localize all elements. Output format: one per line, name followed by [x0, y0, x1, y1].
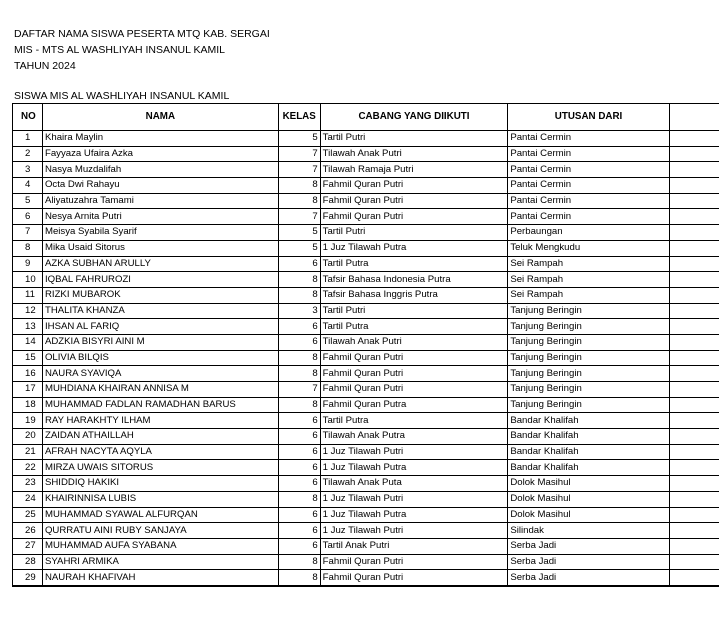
cell-utusan: Teluk Mengkudu — [508, 240, 669, 256]
cell-nama: RAY HARAKHTY ILHAM — [42, 413, 278, 429]
cell-no: 29 — [13, 570, 43, 586]
cell-cabang: Tartil Putra — [320, 256, 508, 272]
cell-utusan: Dolok Masihul — [508, 476, 669, 492]
participants-table — [12, 103, 719, 587]
cell-cabang: Fahmil Quran Putri — [320, 350, 508, 366]
cell-empty — [669, 319, 719, 335]
cell-kelas: 8 — [278, 272, 320, 288]
cell-nama: QURRATU AINI RUBY SANJAYA — [42, 523, 278, 539]
cell-utusan: Tanjung Beringin — [508, 350, 669, 366]
cell-no: 17 — [13, 382, 43, 398]
cell-cabang: Tartil Putri — [320, 225, 508, 241]
cell-nama: MUHAMMAD AUFA SYABANA — [42, 538, 278, 554]
column-header-empty — [669, 104, 719, 131]
cell-nama: SHIDDIQ HAKIKI — [42, 476, 278, 492]
cell-utusan: Dolok Masihul — [508, 507, 669, 523]
cell-utusan: Pantai Cermin — [508, 209, 669, 225]
column-header-no: NO — [13, 104, 43, 131]
cell-empty — [669, 287, 719, 303]
cell-nama: MUHAMMAD FADLAN RAMADHAN BARUS — [42, 397, 278, 413]
cell-no: 12 — [13, 303, 43, 319]
cell-no: 28 — [13, 554, 43, 570]
header-title: DAFTAR NAMA SISWA PESERTA MTQ KAB. SERGAI — [14, 28, 270, 40]
cell-cabang: 1 Juz Tilawah Putra — [320, 240, 508, 256]
cell-no: 8 — [13, 240, 43, 256]
table-row — [13, 382, 719, 398]
cell-no: 15 — [13, 350, 43, 366]
cell-cabang: Fahmil Quran Putri — [320, 382, 508, 398]
cell-empty — [669, 476, 719, 492]
table-row — [13, 460, 719, 476]
cell-cabang: Fahmil Quran Putri — [320, 193, 508, 209]
table-row — [13, 507, 719, 523]
column-header-kelas: KELAS — [278, 104, 320, 131]
cell-empty — [669, 162, 719, 178]
cell-empty — [669, 303, 719, 319]
cell-no: 6 — [13, 209, 43, 225]
table-row — [13, 303, 719, 319]
cell-empty — [669, 193, 719, 209]
table-row — [13, 334, 719, 350]
cell-nama: IHSAN AL FARIQ — [42, 319, 278, 335]
cell-no: 2 — [13, 146, 43, 162]
cell-cabang: Tartil Putri — [320, 131, 508, 147]
cell-nama: ADZKIA BISYRI AINI M — [42, 334, 278, 350]
cell-no: 4 — [13, 178, 43, 194]
cell-kelas: 8 — [278, 366, 320, 382]
cell-utusan: Bandar Khalifah — [508, 429, 669, 445]
cell-cabang: Tafsir Bahasa Inggris Putra — [320, 287, 508, 303]
table-row — [13, 272, 719, 288]
cell-kelas: 7 — [278, 382, 320, 398]
table-row — [13, 350, 719, 366]
cell-no: 16 — [13, 366, 43, 382]
cell-cabang: Tartil Putra — [320, 319, 508, 335]
table-subtitle: SISWA MIS AL WASHLIYAH INSANUL KAMIL — [14, 90, 230, 102]
cell-cabang: Fahmil Quran Putri — [320, 209, 508, 225]
cell-no: 19 — [13, 413, 43, 429]
cell-kelas: 8 — [278, 554, 320, 570]
cell-kelas: 8 — [278, 397, 320, 413]
cell-cabang: 1 Juz Tilawah Putra — [320, 507, 508, 523]
cell-utusan: Sei Rampah — [508, 256, 669, 272]
cell-empty — [669, 382, 719, 398]
cell-nama: IQBAL FAHRUROZI — [42, 272, 278, 288]
cell-cabang: Tilawah Anak Putri — [320, 334, 508, 350]
cell-no: 27 — [13, 538, 43, 554]
cell-cabang: Tilawah Ramaja Putri — [320, 162, 508, 178]
cell-empty — [669, 350, 719, 366]
cell-nama: Meisya Syabila Syarif — [42, 225, 278, 241]
cell-kelas: 8 — [278, 193, 320, 209]
cell-nama: SYAHRI ARMIKA — [42, 554, 278, 570]
cell-utusan: Tanjung Beringin — [508, 303, 669, 319]
table-row — [13, 397, 719, 413]
table-row — [13, 429, 719, 445]
cell-cabang: Fahmil Quran Putri — [320, 178, 508, 194]
cell-kelas: 5 — [278, 225, 320, 241]
cell-cabang: Tilawah Anak Putri — [320, 146, 508, 162]
cell-empty — [669, 554, 719, 570]
cell-utusan: Bandar Khalifah — [508, 444, 669, 460]
cell-nama: AFRAH NACYTA AQYLA — [42, 444, 278, 460]
cell-empty — [669, 272, 719, 288]
cell-empty — [669, 491, 719, 507]
cell-nama: RIZKI MUBAROK — [42, 287, 278, 303]
cell-kelas: 8 — [278, 491, 320, 507]
cell-kelas: 6 — [278, 460, 320, 476]
cell-nama: ZAIDAN ATHAILLAH — [42, 429, 278, 445]
cell-nama: KHAIRINNISA LUBIS — [42, 491, 278, 507]
table-row — [13, 240, 719, 256]
cell-empty — [669, 444, 719, 460]
cell-nama: Nasya Muzdalifah — [42, 162, 278, 178]
cell-empty — [669, 538, 719, 554]
cell-utusan: Serba Jadi — [508, 554, 669, 570]
cell-no: 14 — [13, 334, 43, 350]
cell-nama: MIRZA UWAIS SITORUS — [42, 460, 278, 476]
cell-utusan: Tanjung Beringin — [508, 382, 669, 398]
cell-empty — [669, 131, 719, 147]
cell-no: 10 — [13, 272, 43, 288]
cell-cabang: Tilawah Anak Puta — [320, 476, 508, 492]
cell-utusan: Pantai Cermin — [508, 193, 669, 209]
table-row — [13, 523, 719, 539]
table-row — [13, 554, 719, 570]
cell-cabang: Fahmil Quran Putri — [320, 554, 508, 570]
cell-no: 20 — [13, 429, 43, 445]
cell-nama: MUHDIANA KHAIRAN ANNISA M — [42, 382, 278, 398]
cell-no: 13 — [13, 319, 43, 335]
cell-utusan: Pantai Cermin — [508, 178, 669, 194]
cell-cabang: 1 Juz Tilawah Putri — [320, 444, 508, 460]
cell-empty — [669, 209, 719, 225]
cell-empty — [669, 146, 719, 162]
cell-empty — [669, 523, 719, 539]
cell-kelas: 6 — [278, 507, 320, 523]
cell-nama: AZKA SUBHAN ARULLY — [42, 256, 278, 272]
cell-kelas: 7 — [278, 209, 320, 225]
cell-no: 3 — [13, 162, 43, 178]
table-row — [13, 225, 719, 241]
cell-kelas: 6 — [278, 523, 320, 539]
cell-empty — [669, 570, 719, 586]
cell-empty — [669, 397, 719, 413]
cell-kelas: 8 — [278, 178, 320, 194]
cell-utusan: Sei Rampah — [508, 287, 669, 303]
cell-utusan: Pantai Cermin — [508, 162, 669, 178]
cell-no: 5 — [13, 193, 43, 209]
cell-nama: NAURAH KHAFIVAH — [42, 570, 278, 586]
cell-utusan: Silindak — [508, 523, 669, 539]
cell-empty — [669, 225, 719, 241]
cell-empty — [669, 178, 719, 194]
table-row — [13, 476, 719, 492]
cell-cabang: Tartil Putra — [320, 413, 508, 429]
cell-nama: NAURA SYAVIQA — [42, 366, 278, 382]
cell-nama: Fayyaza Ufaira Azka — [42, 146, 278, 162]
cell-empty — [669, 334, 719, 350]
cell-no: 11 — [13, 287, 43, 303]
table-row — [13, 491, 719, 507]
cell-no: 22 — [13, 460, 43, 476]
cell-utusan: Pantai Cermin — [508, 131, 669, 147]
cell-cabang: Tafsir Bahasa Indonesia Putra — [320, 272, 508, 288]
table-row — [13, 444, 719, 460]
cell-cabang: Fahmil Quran Putri — [320, 570, 508, 586]
cell-no: 23 — [13, 476, 43, 492]
cell-kelas: 6 — [278, 429, 320, 445]
cell-utusan: Tanjung Beringin — [508, 366, 669, 382]
cell-empty — [669, 507, 719, 523]
table-row — [13, 538, 719, 554]
cell-utusan: Sei Rampah — [508, 272, 669, 288]
cell-nama: MUHAMMAD SYAWAL ALFURQAN — [42, 507, 278, 523]
cell-nama: Nesya Arnita Putri — [42, 209, 278, 225]
cell-utusan: Serba Jadi — [508, 570, 669, 586]
cell-nama: Octa Dwi Rahayu — [42, 178, 278, 194]
cell-no: 21 — [13, 444, 43, 460]
cell-kelas: 6 — [278, 413, 320, 429]
table-header-row — [13, 104, 719, 131]
cell-no: 7 — [13, 225, 43, 241]
table-row — [13, 287, 719, 303]
column-header-cabang: CABANG YANG DIIKUTI — [320, 104, 508, 131]
cell-utusan: Dolok Masihul — [508, 491, 669, 507]
cell-utusan: Pantai Cermin — [508, 146, 669, 162]
cell-cabang: 1 Juz Tilawah Putri — [320, 523, 508, 539]
table-row — [13, 131, 719, 147]
cell-cabang: Fahmil Quran Putri — [320, 366, 508, 382]
header-year: TAHUN 2024 — [14, 60, 76, 72]
table-row — [13, 209, 719, 225]
cell-nama: Aliyatuzahra Tamami — [42, 193, 278, 209]
cell-nama: THALITA KHANZA — [42, 303, 278, 319]
cell-no: 26 — [13, 523, 43, 539]
cell-empty — [669, 256, 719, 272]
table-row — [13, 178, 719, 194]
cell-kelas: 6 — [278, 538, 320, 554]
document-header — [14, 26, 270, 74]
table-row — [13, 319, 719, 335]
table-row — [13, 366, 719, 382]
column-header-utusan: UTUSAN DARI — [508, 104, 669, 131]
cell-kelas: 5 — [278, 240, 320, 256]
cell-cabang: 1 Juz Tilawah Putri — [320, 491, 508, 507]
cell-empty — [669, 366, 719, 382]
cell-utusan: Perbaungan — [508, 225, 669, 241]
cell-no: 24 — [13, 491, 43, 507]
cell-kelas: 6 — [278, 256, 320, 272]
cell-utusan: Tanjung Beringin — [508, 319, 669, 335]
cell-kelas: 5 — [278, 131, 320, 147]
cell-no: 1 — [13, 131, 43, 147]
cell-kelas: 7 — [278, 162, 320, 178]
cell-kelas: 8 — [278, 287, 320, 303]
column-header-nama: NAMA — [42, 104, 278, 131]
cell-kelas: 6 — [278, 334, 320, 350]
cell-kelas: 6 — [278, 476, 320, 492]
cell-utusan: Bandar Khalifah — [508, 460, 669, 476]
cell-utusan: Bandar Khalifah — [508, 413, 669, 429]
cell-utusan: Serba Jadi — [508, 538, 669, 554]
cell-cabang: Tilawah Anak Putra — [320, 429, 508, 445]
cell-no: 25 — [13, 507, 43, 523]
table-row — [13, 193, 719, 209]
cell-utusan: Tanjung Beringin — [508, 397, 669, 413]
cell-nama: Khaira Maylin — [42, 131, 278, 147]
table-row — [13, 162, 719, 178]
table-row — [13, 413, 719, 429]
cell-empty — [669, 413, 719, 429]
table-row — [13, 146, 719, 162]
cell-empty — [669, 460, 719, 476]
cell-empty — [669, 240, 719, 256]
cell-kelas: 7 — [278, 146, 320, 162]
cell-kelas: 8 — [278, 570, 320, 586]
cell-cabang: Fahmil Quran Putra — [320, 397, 508, 413]
cell-no: 9 — [13, 256, 43, 272]
cell-kelas: 6 — [278, 319, 320, 335]
header-school: MIS - MTS AL WASHLIYAH INSANUL KAMIL — [14, 44, 226, 56]
cell-kelas: 6 — [278, 444, 320, 460]
cell-kelas: 3 — [278, 303, 320, 319]
cell-kelas: 8 — [278, 350, 320, 366]
table-body — [13, 131, 719, 586]
cell-cabang: Tartil Putri — [320, 303, 508, 319]
cell-cabang: 1 Juz Tilawah Putra — [320, 460, 508, 476]
cell-cabang: Tartil Anak Putri — [320, 538, 508, 554]
cell-empty — [669, 429, 719, 445]
cell-no: 18 — [13, 397, 43, 413]
table-row — [13, 256, 719, 272]
cell-utusan: Tanjung Beringin — [508, 334, 669, 350]
cell-nama: Mika Usaid Sitorus — [42, 240, 278, 256]
table-row — [13, 570, 719, 586]
cell-nama: OLIVIA BILQIS — [42, 350, 278, 366]
